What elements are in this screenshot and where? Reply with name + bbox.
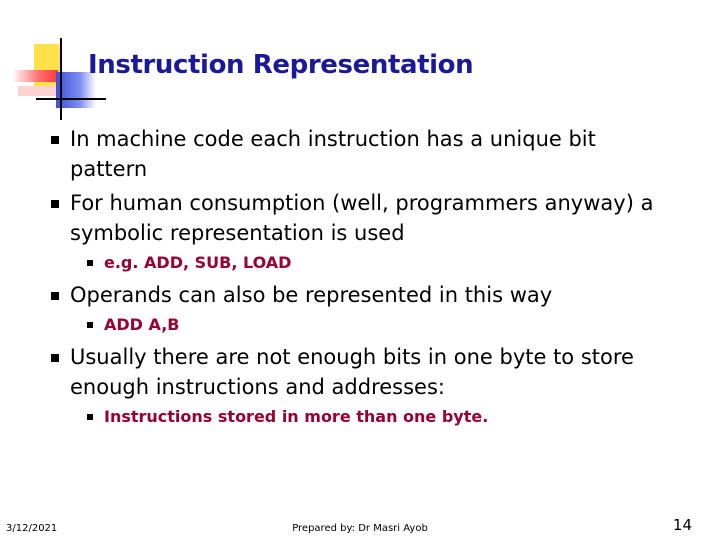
bullet-square-icon (51, 354, 59, 362)
page-number: 14 (672, 516, 692, 534)
bullet-square-icon (51, 292, 59, 300)
bullet-text: In machine code each instruction has a unique bit pattern (70, 127, 596, 181)
slide-title: Instruction Representation (88, 50, 474, 80)
bullet-text: Usually there are not enough bits in one byte to store enough instructions and addresses: (70, 345, 634, 399)
sub-bullet-text: e.g. ADD, SUB, LOAD (104, 253, 292, 272)
sub-bullet-text: ADD A,B (104, 315, 180, 334)
bullet-text: Operands can also be represented in this way (70, 283, 553, 307)
bullet-item (70, 124, 660, 184)
bullet-square-icon (51, 200, 59, 208)
bullet-square-icon (51, 136, 59, 144)
footer-credit: Prepared by: Dr Masri Ayob (292, 523, 428, 534)
sub-bullet-item (104, 252, 664, 274)
sub-bullet-text: Instructions stored in more than one byte. (104, 407, 489, 426)
sub-bullet-item (104, 406, 664, 428)
logo-red-bar (12, 70, 58, 82)
sub-bullet-item (104, 314, 664, 336)
sub-bullet-square-icon (87, 322, 93, 328)
sub-bullet-square-icon (87, 260, 93, 266)
sub-bullet-square-icon (87, 414, 93, 420)
bullet-text: For human consumption (well, programmers anyway) a symbolic representation is used (70, 191, 654, 245)
bullet-item (70, 342, 660, 402)
footer-date: 3/12/2021 (6, 523, 58, 534)
logo-vertical-line (60, 38, 62, 120)
bullet-item (70, 188, 660, 248)
logo-horizontal-line (36, 98, 106, 100)
logo-pink-bar (18, 86, 56, 96)
bullet-item (70, 280, 660, 310)
